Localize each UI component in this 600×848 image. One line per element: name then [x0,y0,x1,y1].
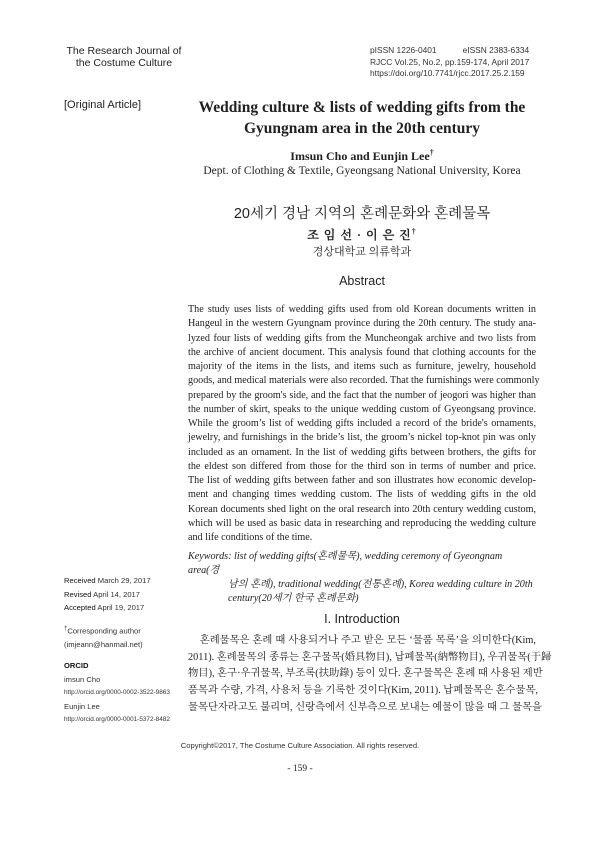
abstract-line: lyzed four lists of wedding gifts from the Muncheongak archive and two lists from [188,332,536,344]
keywords [188,550,536,606]
abstract-line: prepared by the groom's side, and the fact that the number of jeogori was higher than [188,389,536,401]
introduction-line: 품목과 수량, 가격, 사용처 등을 기록한 것이다(Kim, 2011). 납폐물목은 혼수물목, [188,685,538,697]
abstract-line: Hangeul in the western Gyungnam province during the 20th century. The study ana- [188,318,536,330]
abstract-line: ment and changing times wedding custom. The lists of wedding gifts in the old [188,489,536,501]
abstract-line: the number of skirt, speaks to the unique wedding custom of Gyeongsang province. [188,403,536,415]
article-title-line1: Wedding culture & lists of wedding gifts from the [198,99,526,116]
journal-name [64,45,184,69]
corr-mark: † [64,625,68,632]
author-names: Imsun Cho and Eunjin Lee [290,149,430,163]
keywords-line3: century(20세기 한국 혼례문화) [228,593,359,604]
introduction-line: 物目), 혼구·우귀물목, 부조록(扶助錄) 등이 있다. 혼구물목은 혼례 때 사용된 제반 [188,668,543,680]
abstract-line: which will be used as basic data in researching and reproducing the wedding culture [188,517,536,529]
abstract-line: Korean documents shed light on the oral research into 20th century wedding custom, [188,503,536,515]
copyright: Copyright©2017, The Costume Culture Association. All rights reserved. [180,741,420,750]
korean-title: 20세기 경남 지역의 혼례문화와 혼례물목 [233,206,491,222]
article-title-line2: Gyungnam area in the 20th century [243,120,481,137]
article-type: [Original Article] [64,99,142,111]
journal-name-line2: the Costume Culture [75,57,173,69]
orcid-author1: imsun Cho [64,674,101,684]
keywords-line2: 남의 혼례), traditional wedding(전통혼례), Korea wedding culture in 20th [228,579,533,590]
abstract-line: While the groom’s list of wedding gifts included a record of the bride's ornaments, [188,418,536,429]
abstract-body [188,303,540,545]
publication-info [370,45,529,80]
introduction-line: 2011). 혼례물목의 종류는 혼구물목(婚具物目), 납폐물목(納幣物目), 우귀물목(于歸 [188,651,552,663]
journal-name-line1: The Research Journal of [66,45,182,57]
korean-affiliation: 경상대학교 의류학과 [312,246,412,258]
authors [190,148,534,164]
received-label: Received [64,576,96,585]
abstract-line: goods, and medical materials were also recorded. That the furnishings were commonly [188,375,540,387]
corr-label: Corresponding author [67,626,141,636]
accepted-date: April 19, 2017 [97,603,145,612]
introduction-heading: I. Introduction [324,612,400,626]
introduction-body [188,633,552,716]
pissn: pISSN 1226-0401 [370,45,437,55]
orcid-author1-url[interactable]: http://orcid.org/0000-0002-3522-9863 [64,689,170,697]
revised-label: Revised [64,589,92,599]
orcid-author2-url[interactable]: http://orcid.org/0000-0001-5372-8482 [64,716,170,724]
doi-link[interactable]: https://doi.org/10.7741/rjcc.2017.25.2.159 [370,68,525,78]
abstract-line: The study uses lists of wedding gifts used from old Korean documents written in [188,304,536,315]
corresponding-author [64,623,182,638]
abstract-line: and life conditions of the time. [188,532,313,543]
volume-info: RJCC Vol.25, No.2, pp.159-174, April 2017 [370,56,530,67]
abstract-line: The list of wedding gifts between father and son illustrates how economic develop- [188,475,536,486]
orcid-label: ORCID [64,661,89,671]
affiliation: Dept. of Clothing & Textile, Gyeongsang National University, Korea [203,165,521,177]
revised-date: April 14, 2017 [93,589,141,599]
orcid-author2: Eunjin Lee [64,701,100,711]
introduction-line: 혼례물목은 혼례 때 사용되거나 주고 받은 모든 ‘물품 목록’을 의미한다(Kim, [188,635,536,646]
received-date: March 29, 2017 [97,576,151,585]
author-mark: † [429,148,434,157]
revised-row [64,588,182,602]
page-number: - 159 - [287,764,313,774]
korean-author-mark: † [411,227,417,236]
abstract-line: the archive of ancient document. This analysis found that clothing accounts for the [188,346,536,358]
korean-authors [190,226,534,243]
received-row [64,574,182,588]
accepted-label: Accepted [64,603,96,612]
accepted-row [64,601,182,615]
eissn: eISSN 2383-6334 [462,45,530,55]
abstract-heading: Abstract [339,274,385,288]
article-history-sidebar [64,574,182,727]
korean-author-names: 조 임 선 · 이 은 진 [307,228,412,242]
abstract-line: majority of the items in the lists, and items such as furniture, jewelry, household [188,361,536,372]
abstract-line: included as an ornament. In the list of wedding gifts between brothers, the gifts for [188,446,536,458]
abstract-line: jewelry, and furnishings in the bride’s list, the groom’s nickel top-knot pin was only [188,432,536,444]
introduction-line: 물목단자라고도 불리며, 신랑측에서 신부측으로 보내는 예물이 많을 때 그 물목을 [188,701,542,713]
article-title [190,97,534,139]
corr-email[interactable]: (imjeann@hanmail.net) [64,639,143,649]
keywords-line1: list of wedding gifts(혼례물목), wedding ceremony of Gyeongnam area(경 [188,551,503,576]
abstract-line: the eldest son differed from those for the third son in terms of number and price. [188,460,536,472]
keywords-label: Keywords: [188,551,232,562]
